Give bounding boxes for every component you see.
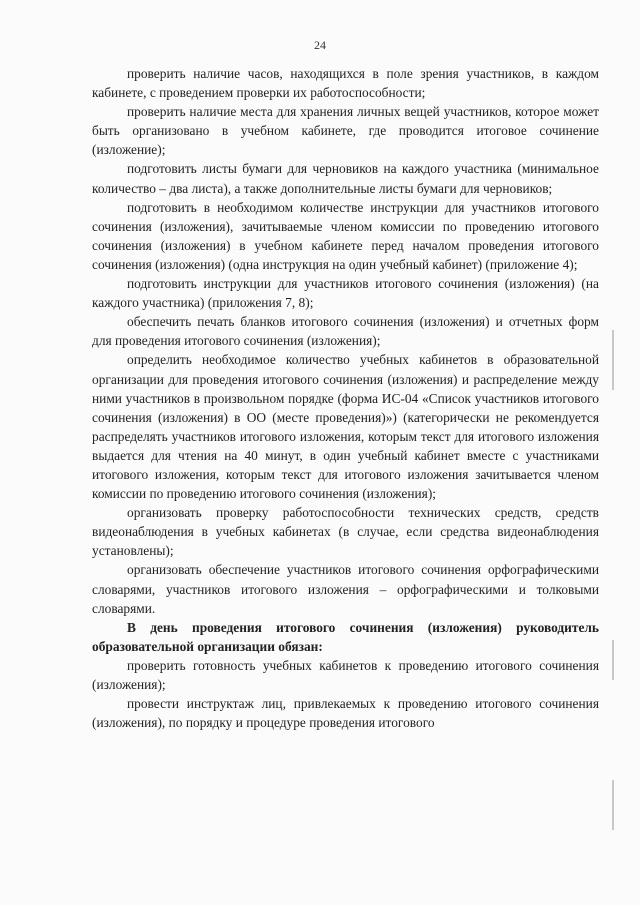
paragraph: организовать обеспечение участников итогового сочинения орфографическими словарями, участников итогового изложения – орфографическими и толковыми словарями. bbox=[92, 562, 599, 616]
paragraph: подготовить в необходимом количестве инструкции для участников итогового сочинения (изложения), зачитываемые членом комиссии по проведению итогового сочинения (изложения) в учебном кабинете перед началом проведения итогового сочинения (изложения) (одна инструкция на один учебный кабинет) (приложение 4); bbox=[92, 199, 599, 272]
document-body bbox=[92, 64, 599, 732]
paragraph: проверить наличие часов, находящихся в поле зрения участников, в каждом кабинете, с проведением проверки их работоспособности; bbox=[92, 66, 599, 101]
scan-edge-mark bbox=[612, 780, 614, 830]
paragraph: организовать проверку работоспособности технических средств, средств видеонаблюдения в учебных кабинетах (в случае, если средства видеонаблюдения установлены); bbox=[92, 505, 599, 559]
scan-edge-mark bbox=[612, 640, 614, 680]
paragraph: обеспечить печать бланков итогового сочинения (изложения) и отчетных форм для проведения итогового сочинения (изложения); bbox=[92, 314, 599, 349]
paragraph: проверить готовность учебных кабинетов к проведению итогового сочинения (изложения); bbox=[92, 657, 599, 692]
scan-edge-mark bbox=[612, 330, 614, 390]
paragraph: подготовить инструкции для участников итогового сочинения (изложения) (на каждого участника) (приложения 7, 8); bbox=[92, 276, 599, 311]
page-number: 24 bbox=[314, 38, 326, 52]
paragraph: провести инструктаж лиц, привлекаемых к проведению итогового сочинения (изложения), по порядку и процедуре проведения итогового bbox=[92, 696, 599, 731]
paragraph: проверить наличие места для хранения личных вещей участников, которое может быть организовано в учебном кабинете, где проводится итоговое сочинение (изложение); bbox=[92, 104, 599, 158]
paragraph: определить необходимое количество учебных кабинетов в образовательной организации для проведения итогового сочинения (изложения) и распределение между ними участников в произвольном порядке (форма ИС-04 «Список участников итогового сочинения (изложения) в ОО (месте проведения)») (категорически не рекомендуется распределять участников итогового изложения, которым текст для итогового изложения выдается для чтения на 40 минут, в один учебный кабинет вместе с участниками итогового изложения, которым текст для итогового изложения зачитывается членом комиссии по проведению итогового сочинения (изложения); bbox=[92, 352, 599, 502]
section-heading: В день проведения итогового сочинения (изложения) руководитель образовательной организации обязан: bbox=[92, 619, 599, 654]
paragraph: подготовить листы бумаги для черновиков на каждого участника (минимальное количество – два листа), а также дополнительные листы бумаги для черновиков; bbox=[92, 161, 599, 196]
